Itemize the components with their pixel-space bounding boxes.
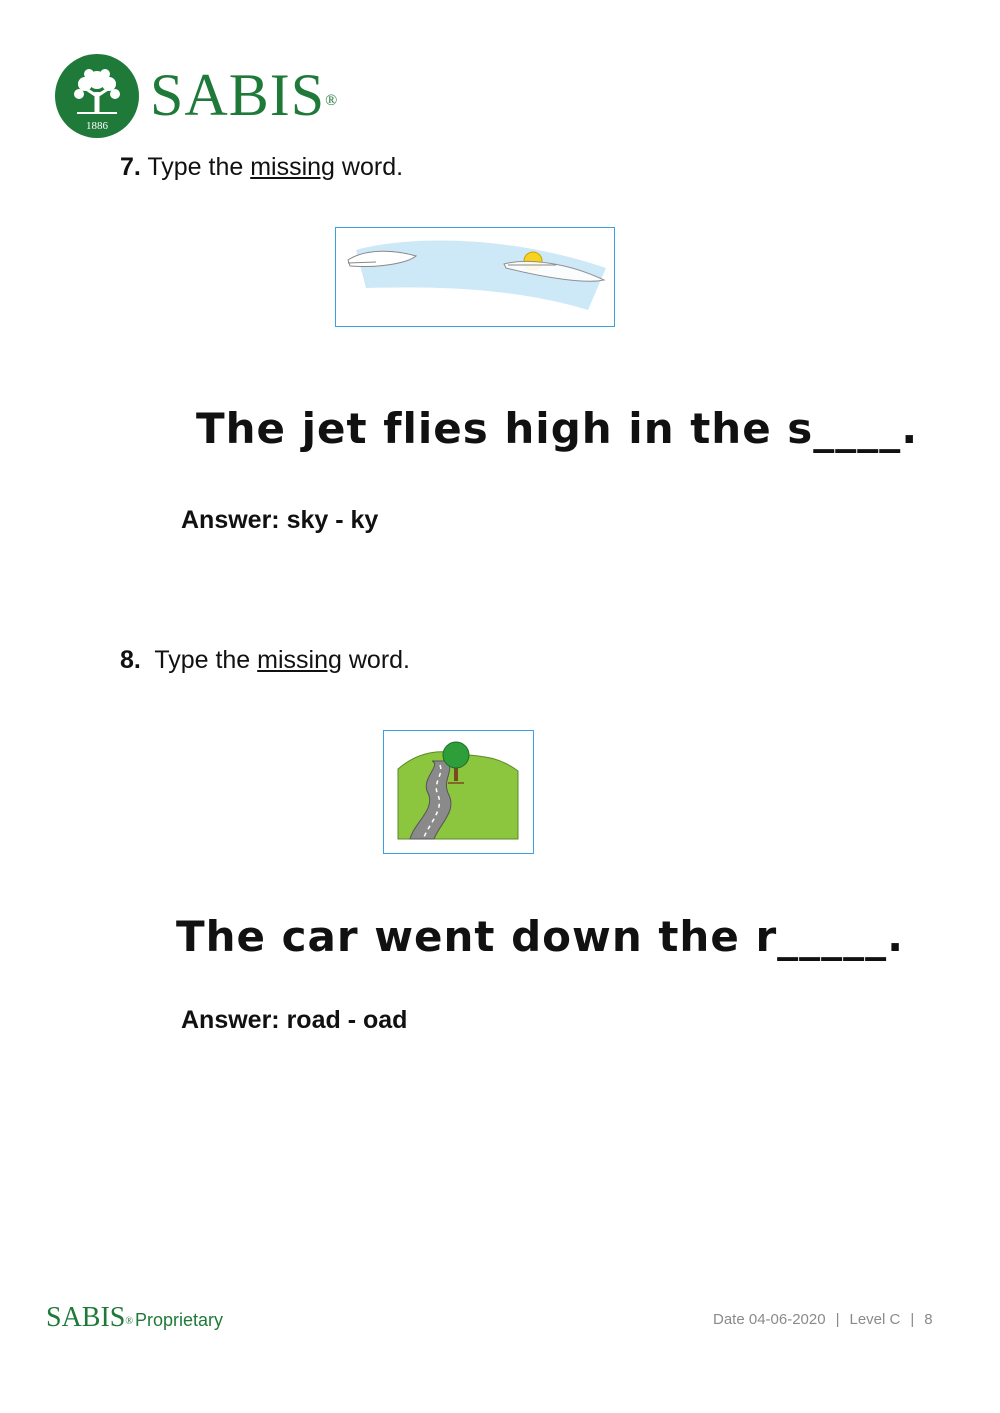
underlined-word: missing bbox=[250, 153, 335, 181]
question-number: 8. bbox=[120, 646, 141, 674]
sabis-logo-text: SABIS® bbox=[150, 62, 339, 128]
footer-level: Level C bbox=[849, 1311, 901, 1328]
underlined-word: missing bbox=[257, 646, 342, 674]
sky-with-sun-and-clouds-icon bbox=[336, 228, 613, 325]
footer-proprietary: Proprietary bbox=[134, 1310, 224, 1330]
question-7-answer: Answer: sky - ky bbox=[181, 506, 379, 534]
question-8-sentence: The car went down the r_____. bbox=[176, 912, 905, 961]
question-7-sentence: The jet flies high in the s____. bbox=[196, 404, 919, 453]
question-number: 7. bbox=[120, 153, 141, 181]
footer-date: Date 04-06-2020 bbox=[713, 1311, 826, 1328]
question-7-prompt: 7. Type the missing word. bbox=[120, 153, 404, 181]
footer-page-number: 8 bbox=[924, 1311, 933, 1328]
question-8-answer: Answer: road - oad bbox=[181, 1006, 408, 1034]
footer-info: Date 04-06-2020 | Level C | 8 bbox=[713, 1311, 933, 1328]
question-8-prompt: 8. Type the missing word. bbox=[120, 646, 411, 674]
emblem-year: 1886 bbox=[86, 120, 108, 132]
road-picture bbox=[383, 730, 534, 854]
sky-picture bbox=[335, 227, 615, 327]
footer-sabis-logo: SABIS® Proprietary bbox=[46, 1302, 224, 1333]
road-on-hill-with-tree-icon bbox=[384, 731, 532, 852]
sabis-emblem-logo bbox=[55, 54, 139, 138]
